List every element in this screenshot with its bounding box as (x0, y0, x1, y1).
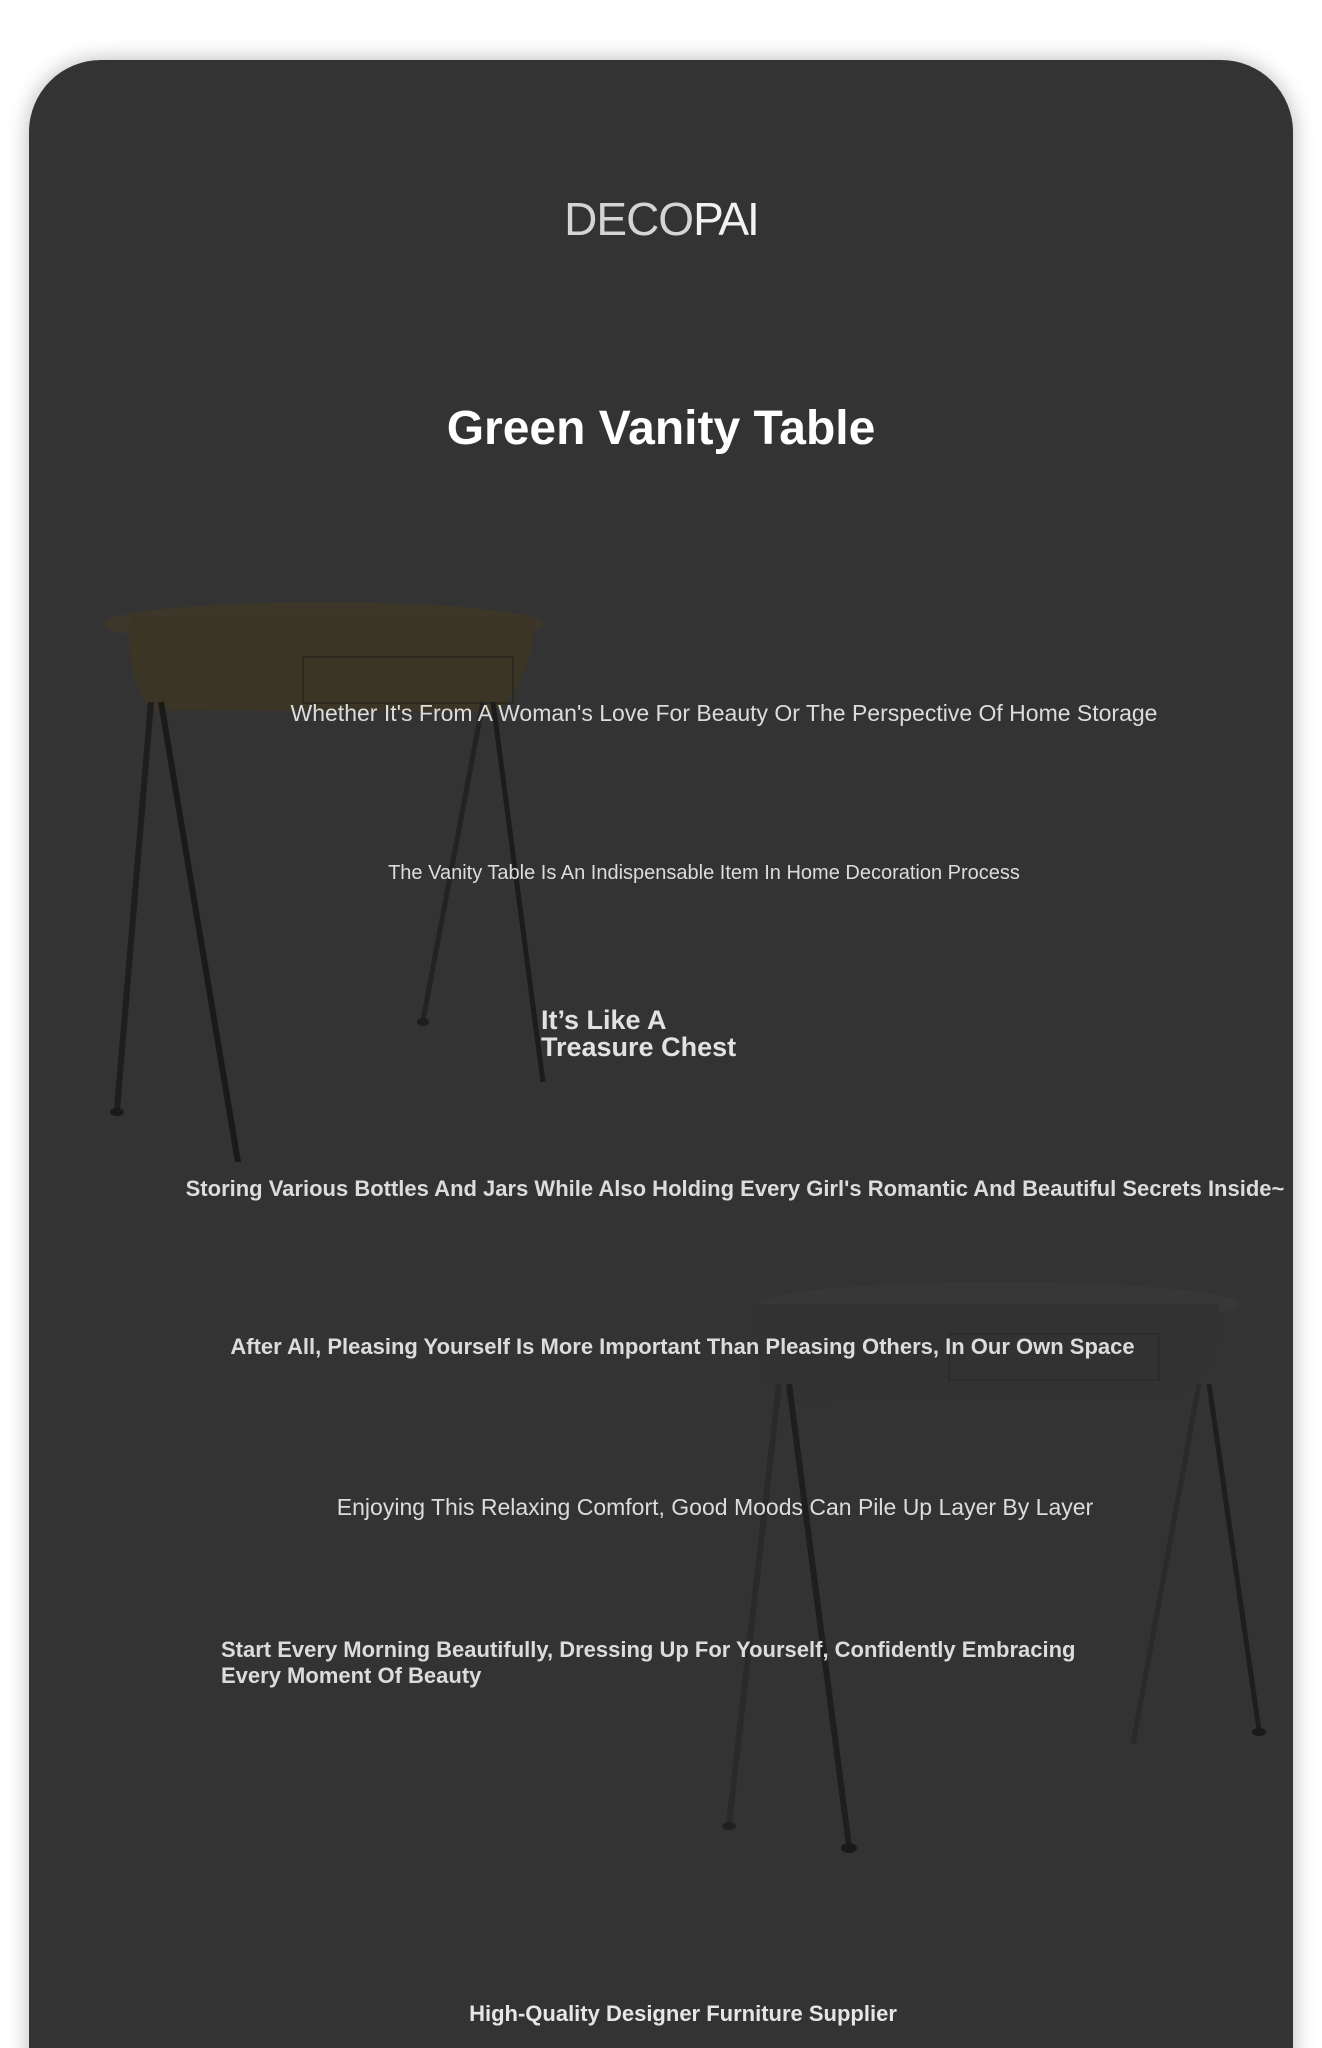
text-line-relaxing-comfort: Enjoying This Relaxing Comfort, Good Moods Can Pile Up Layer By Layer (336, 1494, 1094, 1520)
text-line-beauty-storage: Whether It's From A Woman's Love For Beauty Or The Perspective Of Home Storage (290, 700, 1158, 726)
every-morning-line-1: Start Every Morning Beautifully, Dressing Up For Yourself, Confidently Embracing (221, 1637, 1076, 1662)
every-morning-line-2: Every Moment Of Beauty (221, 1662, 482, 1688)
text-line-pleasing-yourself: After All, Pleasing Yourself Is More Important Than Pleasing Others, In Our Own Space (230, 1334, 1135, 1359)
text-line-indispensable: The Vanity Table Is An Indispensable Item In Home Decoration Process (388, 862, 1020, 884)
footer-tagline: High-Quality Designer Furniture Supplier (469, 2001, 897, 2026)
vanity-table-image-2 (679, 1274, 1293, 1914)
brand-logo[interactable] (29, 193, 1293, 245)
content-card (29, 60, 1293, 2048)
text-line-secrets: Storing Various Bottles And Jars While Also Holding Every Girl's Romantic And Beautiful Secrets Inside~ (185, 1176, 1285, 1201)
treasure-chest-line-1: It’s Like A (541, 1005, 667, 1035)
logo-text-light: DECO (564, 193, 694, 245)
text-block-every-morning (221, 1637, 1075, 1688)
page-title: Green Vanity Table (446, 402, 876, 455)
treasure-chest-line-2: Treasure Chest (541, 1032, 737, 1062)
logo-text-bold: PAI (693, 193, 758, 245)
text-heading-treasure-chest (541, 1007, 736, 1061)
